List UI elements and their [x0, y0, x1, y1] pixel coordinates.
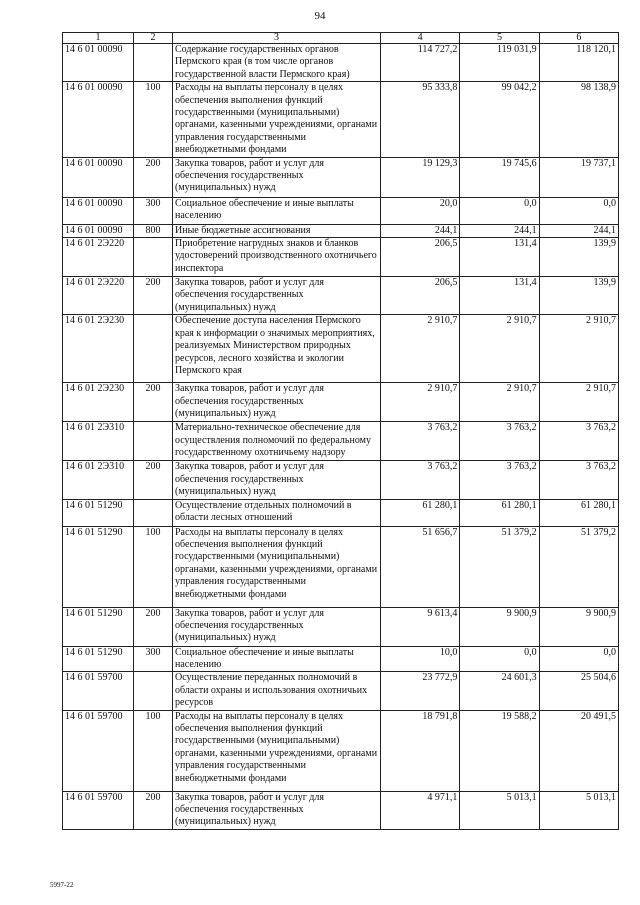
table-header-row — [63, 33, 619, 44]
cell-amount-year2: 19 588,2 — [460, 710, 539, 791]
cell-amount-year3: 139,9 — [539, 238, 618, 277]
cell-amount-year3: 2 910,7 — [539, 383, 618, 422]
cell-type — [134, 499, 173, 526]
header-cell-year3: 6 — [539, 33, 618, 44]
cell-code: 14 6 01 00090 — [63, 224, 134, 237]
cell-amount-year3: 19 737,1 — [539, 157, 618, 197]
cell-code: 14 6 01 2Э230 — [63, 315, 134, 383]
cell-amount-year2: 3 763,2 — [460, 461, 539, 499]
cell-type: 200 — [134, 383, 173, 422]
cell-code: 14 6 01 00090 — [63, 197, 134, 224]
cell-code: 14 6 01 2Э310 — [63, 422, 134, 461]
cell-type — [134, 422, 173, 461]
cell-amount-year2: 9 900,9 — [460, 607, 539, 646]
cell-amount-year2: 19 745,6 — [460, 157, 539, 197]
cell-name: Социальное обеспечение и иные выплаты населению — [173, 646, 381, 672]
cell-amount-year3: 139,9 — [539, 277, 618, 315]
cell-code: 14 6 01 51290 — [63, 526, 134, 607]
cell-name: Социальное обеспечение и иные выплаты населению — [173, 197, 381, 224]
cell-amount-year3: 9 900,9 — [539, 607, 618, 646]
cell-type — [134, 672, 173, 710]
cell-amount-year1: 19 129,3 — [381, 157, 460, 197]
cell-amount-year2: 0,0 — [460, 646, 539, 672]
table-row — [63, 197, 619, 224]
cell-amount-year2: 2 910,7 — [460, 383, 539, 422]
cell-amount-year3: 61 280,1 — [539, 499, 618, 526]
cell-name: Закупка товаров, работ и услуг для обеспечения государственных (муниципальных) нужд — [173, 461, 381, 499]
cell-code: 14 6 01 2Э310 — [63, 461, 134, 499]
budget-table — [62, 32, 619, 830]
cell-amount-year2: 0,0 — [460, 197, 539, 224]
cell-amount-year1: 206,5 — [381, 238, 460, 277]
cell-amount-year1: 244,1 — [381, 224, 460, 237]
cell-name: Приобретение нагрудных знаков и бланков удостоверений производственного охотничьего инспектора — [173, 238, 381, 277]
cell-code: 14 6 01 59700 — [63, 672, 134, 710]
cell-amount-year1: 3 763,2 — [381, 461, 460, 499]
cell-type: 200 — [134, 277, 173, 315]
cell-amount-year2: 24 601,3 — [460, 672, 539, 710]
table-row — [63, 224, 619, 237]
cell-name: Расходы на выплаты персоналу в целях обеспечения выполнения функций государственными (муниципальными) органами, казенными учреждениями, органами управления государственными внебюджетными фондами — [173, 82, 381, 157]
cell-name: Закупка товаров, работ и услуг для обеспечения государственных (муниципальных) нужд — [173, 383, 381, 422]
cell-amount-year1: 20,0 — [381, 197, 460, 224]
table-row — [63, 607, 619, 646]
cell-amount-year3: 0,0 — [539, 646, 618, 672]
cell-amount-year1: 206,5 — [381, 277, 460, 315]
cell-amount-year3: 2 910,7 — [539, 315, 618, 383]
cell-code: 14 6 01 00090 — [63, 44, 134, 82]
cell-amount-year2: 3 763,2 — [460, 422, 539, 461]
cell-name: Осуществление отдельных полномочий в области лесных отношений — [173, 499, 381, 526]
cell-amount-year2: 99 042,2 — [460, 82, 539, 157]
cell-type — [134, 315, 173, 383]
cell-code: 14 6 01 51290 — [63, 499, 134, 526]
cell-code: 14 6 01 59700 — [63, 791, 134, 829]
cell-type — [134, 238, 173, 277]
cell-type: 200 — [134, 607, 173, 646]
cell-name: Расходы на выплаты персоналу в целях обеспечения выполнения функций государственными (муниципальными) органами, казенными учреждениями, органами управления государственными внебюджетными фондами — [173, 710, 381, 791]
cell-amount-year1: 61 280,1 — [381, 499, 460, 526]
cell-name: Осуществление переданных полномочий в области охраны и использования охотничьих ресурсов — [173, 672, 381, 710]
cell-amount-year1: 2 910,7 — [381, 383, 460, 422]
cell-amount-year3: 3 763,2 — [539, 461, 618, 499]
cell-amount-year2: 2 910,7 — [460, 315, 539, 383]
cell-type — [134, 44, 173, 82]
table-row — [63, 238, 619, 277]
table-body — [63, 44, 619, 830]
cell-amount-year1: 23 772,9 — [381, 672, 460, 710]
table-row — [63, 157, 619, 197]
cell-amount-year2: 131,4 — [460, 277, 539, 315]
cell-name: Обеспечение доступа населения Пермского края к информации о значимых мероприятиях, реализуемых Министерством природных ресурсов, лесного хозяйства и экологии Пермского края — [173, 315, 381, 383]
cell-amount-year3: 3 763,2 — [539, 422, 618, 461]
header-cell-year1: 4 — [381, 33, 460, 44]
cell-amount-year2: 131,4 — [460, 238, 539, 277]
cell-amount-year3: 244,1 — [539, 224, 618, 237]
table-row — [63, 526, 619, 607]
table-row — [63, 461, 619, 499]
table-row — [63, 315, 619, 383]
cell-amount-year1: 9 613,4 — [381, 607, 460, 646]
header-cell-name: 3 — [173, 33, 381, 44]
cell-name: Закупка товаров, работ и услуг для обеспечения государственных (муниципальных) нужд — [173, 791, 381, 829]
cell-amount-year3: 51 379,2 — [539, 526, 618, 607]
table-row — [63, 646, 619, 672]
cell-name: Закупка товаров, работ и услуг для обеспечения государственных (муниципальных) нужд — [173, 157, 381, 197]
cell-code: 14 6 01 2Э220 — [63, 238, 134, 277]
header-cell-type: 2 — [134, 33, 173, 44]
cell-amount-year1: 18 791,8 — [381, 710, 460, 791]
cell-type: 200 — [134, 157, 173, 197]
cell-amount-year2: 61 280,1 — [460, 499, 539, 526]
cell-amount-year2: 119 031,9 — [460, 44, 539, 82]
table-row — [63, 422, 619, 461]
cell-amount-year3: 98 138,9 — [539, 82, 618, 157]
table-row — [63, 499, 619, 526]
page-number: 94 — [314, 10, 326, 22]
header-cell-code: 1 — [63, 33, 134, 44]
cell-name: Материально-техническое обеспечение для осуществления полномочий по федеральному государственному охотничьему надзору — [173, 422, 381, 461]
footer-code: 5997-22 — [50, 881, 74, 889]
cell-amount-year3: 20 491,5 — [539, 710, 618, 791]
cell-type: 100 — [134, 82, 173, 157]
cell-amount-year2: 5 013,1 — [460, 791, 539, 829]
cell-amount-year1: 4 971,1 — [381, 791, 460, 829]
cell-amount-year3: 5 013,1 — [539, 791, 618, 829]
cell-type: 300 — [134, 197, 173, 224]
cell-amount-year3: 25 504,6 — [539, 672, 618, 710]
cell-amount-year1: 3 763,2 — [381, 422, 460, 461]
cell-code: 14 6 01 59700 — [63, 710, 134, 791]
cell-amount-year1: 10,0 — [381, 646, 460, 672]
cell-amount-year1: 95 333,8 — [381, 82, 460, 157]
cell-type: 200 — [134, 461, 173, 499]
table-row — [63, 44, 619, 82]
cell-code: 14 6 01 51290 — [63, 607, 134, 646]
cell-amount-year2: 244,1 — [460, 224, 539, 237]
table-row — [63, 710, 619, 791]
cell-name: Расходы на выплаты персоналу в целях обеспечения выполнения функций государственными (муниципальными) органами, казенными учреждениями, органами управления государственными внебюджетными фондами — [173, 526, 381, 607]
cell-type: 200 — [134, 791, 173, 829]
cell-name: Содержание государственных органов Пермского края (в том числе органов государственной власти Пермского края) — [173, 44, 381, 82]
table-row — [63, 791, 619, 829]
cell-amount-year1: 2 910,7 — [381, 315, 460, 383]
table-row — [63, 277, 619, 315]
table-row — [63, 82, 619, 157]
cell-type: 100 — [134, 710, 173, 791]
cell-code: 14 6 01 00090 — [63, 82, 134, 157]
cell-amount-year3: 118 120,1 — [539, 44, 618, 82]
cell-name: Закупка товаров, работ и услуг для обеспечения государственных (муниципальных) нужд — [173, 607, 381, 646]
cell-code: 14 6 01 2Э220 — [63, 277, 134, 315]
cell-type: 800 — [134, 224, 173, 237]
cell-name: Закупка товаров, работ и услуг для обеспечения государственных (муниципальных) нужд — [173, 277, 381, 315]
table-row — [63, 672, 619, 710]
cell-amount-year1: 51 656,7 — [381, 526, 460, 607]
cell-code: 14 6 01 51290 — [63, 646, 134, 672]
cell-code: 14 6 01 00090 — [63, 157, 134, 197]
cell-type: 300 — [134, 646, 173, 672]
cell-type: 100 — [134, 526, 173, 607]
cell-amount-year2: 51 379,2 — [460, 526, 539, 607]
cell-name: Иные бюджетные ассигнования — [173, 224, 381, 237]
cell-amount-year1: 114 727,2 — [381, 44, 460, 82]
header-cell-year2: 5 — [460, 33, 539, 44]
cell-code: 14 6 01 2Э230 — [63, 383, 134, 422]
cell-amount-year3: 0,0 — [539, 197, 618, 224]
table-row — [63, 383, 619, 422]
